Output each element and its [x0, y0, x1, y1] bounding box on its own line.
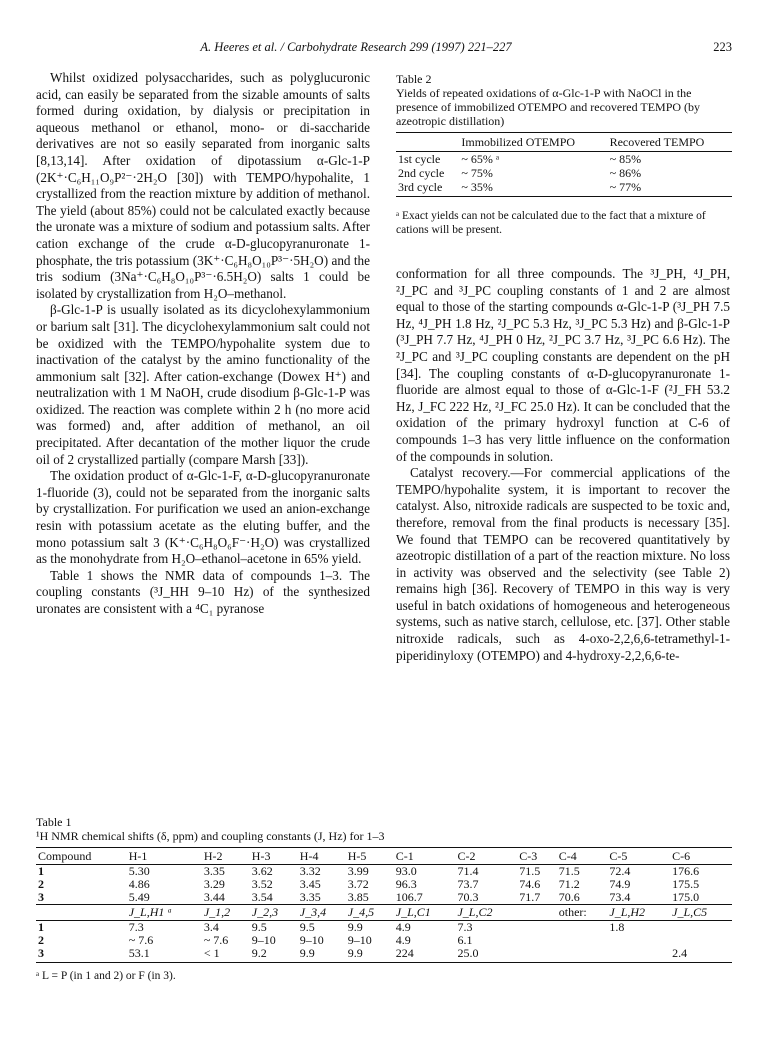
cell: J_4,5 — [346, 905, 394, 921]
cell: 3.54 — [251, 890, 273, 904]
table-row — [396, 180, 732, 197]
table-1 — [36, 815, 732, 983]
table-footnote: ᵃ Exact yields can not be calculated due to the fact that a mixture of cations will be present. — [396, 210, 706, 236]
paragraph: β-Glc-1-P is usually isolated as its dicyclohexylammonium or barium salt [31]. The dicyclohexylammonium salt could not be oxidized with the TEMPO/hypohalite system due to inactivation of the catalyst by the amino functionality of the ammonium salt [32]. After cation-exchange (Dowex H⁺) and neutralization with 1 M NaOH, crude disodium β-Glc-1-P was oxidized. The reaction was complete within 2 h (no more acid was formed) and, after addition of methanol, an oil precipitated. After decantation of the mother liquor the crude oil of 2 crystallized partially (compare Marsh [33]). — [36, 302, 370, 467]
table-row — [396, 166, 732, 180]
cell: J_L,C1 — [394, 905, 456, 921]
table-label: Table 2 — [396, 72, 432, 86]
cell: 3 — [36, 947, 127, 963]
header-cell: H-4 — [298, 848, 346, 865]
cell: J_L,C2 — [455, 905, 517, 921]
header-cell — [396, 133, 459, 152]
cell: J_L,H2 — [607, 905, 670, 921]
cell: 9.9 — [298, 947, 346, 963]
header-cell: C-1 — [394, 848, 456, 865]
cell: 3.62 — [251, 864, 273, 878]
cell: 1 — [38, 920, 44, 934]
cell: 9–10 — [347, 933, 372, 947]
table-row — [36, 865, 732, 879]
cell: J_3,4 — [298, 905, 346, 921]
table-row — [36, 947, 732, 963]
cell: J_2,3 — [250, 905, 298, 921]
cell: 3.44 — [203, 890, 225, 904]
cell: 73.4 — [609, 890, 631, 904]
cell: 25.0 — [455, 947, 517, 963]
cell: 3.45 — [299, 877, 321, 891]
paragraph: The oxidation product of α-Glc-1-F, α-D-glucopyranuronate 1-fluoride (3), could not be separated from the inorganic salts by crystallization. For purification we used an anion-exchange resin with potassium acetate as the eluting buffer, and the mono potassium salt 3 (K⁺·C₆H₈O₆F⁻·H₂O) was crystallized as the monohydrate from H₂O–ethanol–acetone in 65% yield. — [36, 468, 370, 567]
cell: 9.5 — [251, 920, 267, 934]
page-number: 223 — [713, 40, 732, 54]
cell: 3.35 — [203, 864, 225, 878]
cell: 5.30 — [128, 864, 150, 878]
header-cell: Compound — [36, 848, 127, 865]
cell: 71.5 — [519, 864, 541, 878]
cell: 74.9 — [609, 877, 631, 891]
journal-citation: A. Heeres et al. / Carbohydrate Research 299 (1997) 221–227 — [200, 40, 512, 54]
header-cell: H-2 — [202, 848, 250, 865]
header-cell: H-5 — [346, 848, 394, 865]
cell: J_L,H1 ᵃ — [127, 905, 202, 921]
cell: 175.5 — [672, 877, 700, 891]
table-caption: Yields of repeated oxidations of α-Glc-1-P with NaOCl in the presence of immobilized OTEMPO and recovered TEMPO (by azeotropic distillation) — [396, 86, 701, 128]
cell: 1.8 — [609, 920, 625, 934]
cell: 53.1 — [127, 947, 202, 963]
header-cell: Recovered TEMPO — [608, 133, 732, 152]
cell: 3.29 — [203, 877, 225, 891]
table-2 — [396, 72, 732, 237]
header-cell: C-6 — [670, 848, 732, 865]
left-column — [36, 70, 370, 618]
cell: 3 — [38, 890, 44, 904]
cell: ~ 86% — [609, 166, 642, 180]
cell — [517, 905, 557, 921]
paragraph: Table 1 shows the NMR data of compounds 1–3. The coupling constants (³J_HH 9–10 Hz) of the synthesized uronates are consistent with a ⁴C₁ pyranose — [36, 567, 370, 616]
cell: 73.7 — [457, 877, 479, 891]
cell: 1 — [38, 864, 44, 878]
cell: 3.4 — [203, 920, 219, 934]
cell: 3.32 — [299, 864, 321, 878]
cell: 9.5 — [299, 920, 315, 934]
cell: 7.3 — [457, 920, 473, 934]
cell: 9.9 — [347, 920, 363, 934]
cell: ~ 77% — [608, 180, 732, 197]
cell: J_L,C5 — [670, 905, 732, 921]
header-cell: C-3 — [517, 848, 557, 865]
header-cell: H-1 — [127, 848, 202, 865]
cell: < 1 — [202, 947, 250, 963]
cell: 175.0 — [672, 890, 700, 904]
cell: 224 — [394, 947, 456, 963]
cell: ~ 65% ᵃ — [461, 152, 500, 166]
cell — [607, 934, 670, 947]
header-cell: Immobilized OTEMPO — [459, 133, 607, 152]
cell: other: — [557, 905, 608, 921]
cell: 3.52 — [251, 877, 273, 891]
header-cell: C-2 — [455, 848, 517, 865]
cell: 9.9 — [346, 947, 394, 963]
cell: 4.86 — [128, 877, 150, 891]
cell: 71.4 — [457, 864, 479, 878]
cell: 9–10 — [251, 933, 276, 947]
table-row — [396, 152, 732, 167]
cell: 3.99 — [347, 864, 369, 878]
cell: 74.6 — [519, 877, 541, 891]
cell — [607, 947, 670, 963]
cell: 70.6 — [558, 890, 580, 904]
table-1-grid — [36, 847, 732, 963]
cell — [670, 921, 732, 935]
cell: ~ 7.6 — [128, 933, 154, 947]
paragraph: Whilst oxidized polysaccharides, such as polyglucuronic acid, can easily be separated from the sizable amounts of salts formed during oxidation, by dialysis or precipitation in aqueous methanol or ethanol, mono- or di-saccharide derivatives are not so easily separated from inorganic salts [8,13,14]. After oxidation of dipotassium α-Glc-1-P (2K⁺·C₆H₁₁O₉P²⁻·2H₂O [30]) with TEMPO/hypohalite, 1 crystallized from the reaction mixture by addition of methanol. The yield (about 85%) could not be calculated exactly because the uronate was a mixture of sodium and potassium salts. After cation exchange of the crude α-D-glucopyranuronate 1-phosphate, the tris potassium (3K⁺·C₆H₈O₁₀P³⁻·5H₂O) and the tris sodium (3Na⁺·C₆H₈O₁₀P³⁻·6.5H₂O) salts 1 could be isolated by crystallization from H₂O–methanol. — [36, 70, 370, 301]
cell: 9–10 — [299, 933, 324, 947]
cell: 3.72 — [347, 877, 369, 891]
right-column — [396, 266, 730, 664]
header-cell: C-5 — [607, 848, 670, 865]
cell — [557, 934, 608, 947]
cell: 2 — [38, 933, 44, 947]
cell: 3rd cycle — [396, 180, 459, 197]
header-cell: H-3 — [250, 848, 298, 865]
header-cell: C-4 — [557, 848, 608, 865]
coupling-header-row — [36, 905, 732, 921]
cell: 93.0 — [395, 864, 417, 878]
cell: 5.49 — [128, 890, 150, 904]
cell — [517, 921, 557, 935]
cell: 71.5 — [558, 864, 580, 878]
paragraph: Catalyst recovery.—For commercial applications of the TEMPO/hypohalite system, it is important to recover the catalyst. Also, nitroxide radicals are suspected to be toxic and, therefore, removal from the final products is necessary [35]. We found that TEMPO can be recovered quantitatively by azeotropic distillation of a part of the reaction mixture. No loss in activity was observed and the selectivity (see Table 2) remains high [36]. Recovery of TEMPO in this way is very useful in batch oxidations of homogeneous and heterogeneous systems, such as native starch, cellulose, etc. [37]. Other stable nitroxide radicals, such as 4-oxo-2,2,6,6-tetramethyl-1-piperidinyloxy (OTEMPO) and 4-hydroxy-2,2,6,6-te- — [396, 465, 730, 663]
cell: 3.35 — [299, 890, 321, 904]
table-footnote: ᵃ L = P (in 1 and 2) or F (in 3). — [36, 970, 176, 982]
table-caption: ¹H NMR chemical shifts (δ, ppm) and coupling constants (J, Hz) for 1–3 — [36, 829, 385, 843]
cell — [517, 934, 557, 947]
cell: 4.9 — [395, 933, 411, 947]
cell: 4.9 — [395, 920, 411, 934]
cell: 176.6 — [672, 864, 700, 878]
table-row — [36, 891, 732, 905]
cell: 2.4 — [670, 947, 732, 963]
table-2-grid — [396, 132, 732, 197]
cell: J_1,2 — [202, 905, 250, 921]
cell: 106.7 — [395, 890, 423, 904]
cell: 6.1 — [457, 933, 473, 947]
cell: ~ 75% — [461, 166, 493, 180]
cell: 9.2 — [250, 947, 298, 963]
paragraph: conformation for all three compounds. The ³J_PH, ⁴J_PH, ²J_PC and ³J_PC coupling constants of 1 and 2 are almost equal to those of the starting compounds α-Glc-1-P (³J_PH 7.5 Hz, ⁴J_PH 1.8 Hz, ²J_PC 5.3 Hz, ³J_PC 5.3 Hz) and β-Glc-1-P (³J_PH 7.7 Hz, ⁴J_PH 0 Hz, ²J_PC 3.7 Hz, ³J_PC 6.6 Hz). The ²J_PC and ³J_PC coupling constants are dependent on the pH [34]. The coupling constants of α-D-glucopyranuronate 1-fluoride are almost equal to those of α-Glc-1-F (²J_FH 53.2 Hz, J_FC 222 Hz, ²J_FC 25.0 Hz). It can be concluded that the oxidation of the primary hydroxyl function at C-6 of compounds 1–3 has very little influence on the conformation of the compounds in solution. — [396, 266, 730, 464]
cell — [557, 947, 608, 963]
cell: 72.4 — [609, 864, 631, 878]
cell: 7.3 — [128, 920, 144, 934]
cell — [517, 947, 557, 963]
table-label: Table 1 — [36, 815, 72, 829]
cell: 2nd cycle — [398, 166, 445, 180]
cell: ~ 7.6 — [203, 933, 229, 947]
cell: 71.7 — [519, 890, 541, 904]
cell: 96.3 — [395, 877, 417, 891]
cell: 1st cycle — [398, 152, 441, 166]
cell — [36, 905, 127, 921]
cell: ~ 85% — [609, 152, 642, 166]
cell: 70.3 — [457, 890, 479, 904]
table-row — [36, 921, 732, 935]
cell: 3.85 — [347, 890, 369, 904]
cell: 2 — [38, 877, 44, 891]
cell — [557, 921, 608, 935]
cell: 71.2 — [558, 877, 580, 891]
cell: ~ 35% — [459, 180, 607, 197]
